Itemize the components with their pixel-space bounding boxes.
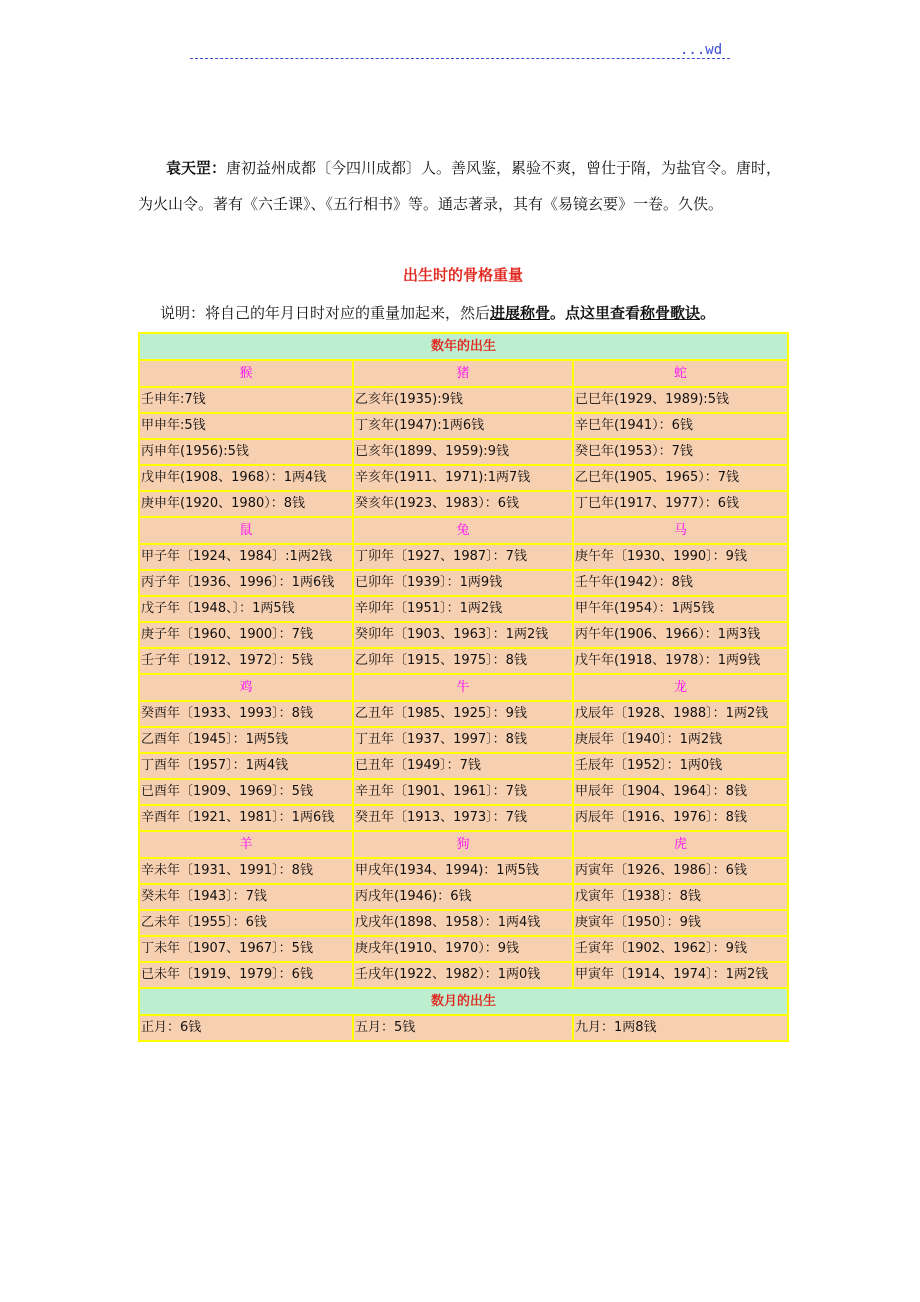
header-mark: ...wd	[680, 42, 723, 58]
weight-cell: 庚申年(1920、1980）：8钱	[139, 491, 353, 517]
intro-middle: 。点这里查看	[550, 304, 641, 322]
weight-cell: 丁卯年〔1927、1987〕：7钱	[353, 544, 573, 570]
weight-cell: 癸丑年〔1913、1973〕：7钱	[353, 805, 573, 831]
table-row	[139, 648, 788, 674]
month-heading: 数月的出生	[139, 988, 788, 1015]
weight-cell: 乙丑年〔1985、1925〕：9钱	[353, 701, 573, 727]
table-row	[139, 727, 788, 753]
weight-cell: 丙申年(1956):5钱	[139, 439, 353, 465]
table-row	[139, 805, 788, 831]
animal-row	[139, 831, 788, 858]
weight-cell: 丙寅年〔1926、1986〕：6钱	[573, 858, 788, 884]
weight-cell: 甲辰年〔1904、1964〕：8钱	[573, 779, 788, 805]
biography-name: 袁天罡：	[166, 159, 227, 177]
zodiac-animal: 马	[573, 517, 788, 544]
table-row	[139, 936, 788, 962]
table-row	[139, 858, 788, 884]
weight-cell: 己巳年(1929、1989):5钱	[573, 387, 788, 413]
verse-link[interactable]: 称骨歌诀	[640, 304, 701, 322]
weight-cell: 甲午年(1954）：1两5钱	[573, 596, 788, 622]
table-row	[139, 544, 788, 570]
weight-cell: 辛丑年〔1901、1961〕：7钱	[353, 779, 573, 805]
weight-cell: 癸巳年(1953）：7钱	[573, 439, 788, 465]
weight-cell: 壬寅年〔1902、1962〕：9钱	[573, 936, 788, 962]
weight-cell: 庚子年〔1960、1900〕：7钱	[139, 622, 353, 648]
month-weight-cell: 九月：1两8钱	[573, 1015, 788, 1041]
animal-row	[139, 517, 788, 544]
weight-cell: 甲戌年(1934、1994)：1两5钱	[353, 858, 573, 884]
month-row	[139, 1015, 788, 1041]
weight-cell: 戊子年〔1948、〕：1两5钱	[139, 596, 353, 622]
weight-cell: 乙巳年(1905、1965）：7钱	[573, 465, 788, 491]
year-heading: 数年的出生	[139, 333, 788, 360]
section-title: 出生时的骨格重量	[402, 266, 523, 284]
weight-cell: 戊寅年〔1938〕：8钱	[573, 884, 788, 910]
zodiac-animal: 龙	[573, 674, 788, 701]
weight-cell: 丙戌年(1946)：6钱	[353, 884, 573, 910]
weight-cell: 壬子年〔1912、1972〕：5钱	[139, 648, 353, 674]
month-weight-cell: 五月：5钱	[353, 1015, 573, 1041]
animal-row	[139, 674, 788, 701]
table-row	[139, 701, 788, 727]
weight-cell: 戊午年(1918、1978）：1两9钱	[573, 648, 788, 674]
zodiac-animal: 狗	[353, 831, 573, 858]
weight-cell: 丙子年〔1936、1996〕：1两6钱	[139, 570, 353, 596]
weight-cell: 庚戌年(1910、1970）：9钱	[353, 936, 573, 962]
weight-cell: 辛酉年〔1921、1981〕：1两6钱	[139, 805, 353, 831]
table-row	[139, 622, 788, 648]
year-heading-row	[139, 333, 788, 360]
biography-text: 唐初益州成都〔今四川成都〕人。善风鉴，累验不爽，曾仕于隋，为盐官令。唐时，为火山令。著有《六壬课》、《五行相书》等。通志著录，其有《易镜玄要》一卷。久佚。	[138, 159, 782, 213]
weight-cell: 乙亥年(1935):9钱	[353, 387, 573, 413]
weight-cell: 乙酉年〔1945〕：1两5钱	[139, 727, 353, 753]
weight-cell: 辛巳年(1941）：6钱	[573, 413, 788, 439]
weight-cell: 已卯年〔1939〕：1两9钱	[353, 570, 573, 596]
weight-cell: 戊戌年(1898、1958）：1两4钱	[353, 910, 573, 936]
weight-cell: 丙辰年〔1916、1976〕：8钱	[573, 805, 788, 831]
weighing-link[interactable]: 进展称骨	[490, 304, 551, 322]
month-weight-cell: 正月：6钱	[139, 1015, 353, 1041]
header-dashed-rule	[190, 58, 730, 59]
table-row	[139, 570, 788, 596]
zodiac-animal: 鸡	[139, 674, 353, 701]
table-row	[139, 413, 788, 439]
weight-cell: 癸卯年〔1903、1963〕：1两2钱	[353, 622, 573, 648]
weight-cell: 已酉年〔1909、1969〕：5钱	[139, 779, 353, 805]
weight-cell: 已未年〔1919、1979〕：6钱	[139, 962, 353, 988]
intro-prefix: 说明：将自己的年月日时对应的重量加起来，然后	[160, 304, 491, 322]
table-row	[139, 465, 788, 491]
weight-cell: 戊申年(1908、1968）：1两4钱	[139, 465, 353, 491]
weight-cell: 甲申年:5钱	[139, 413, 353, 439]
month-heading-row	[139, 988, 788, 1015]
intro-paragraph	[138, 302, 788, 323]
table-row	[139, 884, 788, 910]
weight-cell: 壬午年(1942）：8钱	[573, 570, 788, 596]
zodiac-animal: 蛇	[573, 360, 788, 387]
biography-paragraph	[138, 150, 788, 222]
weight-cell: 壬戌年(1922、1982）：1两0钱	[353, 962, 573, 988]
weight-cell: 癸亥年(1923、1983）：6钱	[353, 491, 573, 517]
table-row	[139, 596, 788, 622]
weight-cell: 已亥年(1899、1959):9钱	[353, 439, 573, 465]
weight-cell: 庚辰年〔1940〕：1两2钱	[573, 727, 788, 753]
weight-cell: 庚午年〔1930、1990〕：9钱	[573, 544, 788, 570]
weight-cell: 丁未年〔1907、1967〕：5钱	[139, 936, 353, 962]
weight-cell: 丁酉年〔1957〕：1两4钱	[139, 753, 353, 779]
weight-cell: 辛未年〔1931、1991〕：8钱	[139, 858, 353, 884]
table-row	[139, 387, 788, 413]
intro-suffix: 。	[700, 304, 716, 322]
weight-cell: 癸酉年〔1933、1993〕：8钱	[139, 701, 353, 727]
table-row	[139, 491, 788, 517]
weight-cell: 壬申年:7钱	[139, 387, 353, 413]
bone-weight-table	[138, 332, 789, 1042]
zodiac-animal: 虎	[573, 831, 788, 858]
table-row	[139, 753, 788, 779]
zodiac-animal: 猪	[353, 360, 573, 387]
weight-cell: 戊辰年〔1928、1988〕：1两2钱	[573, 701, 788, 727]
weight-cell: 庚寅年〔1950〕：9钱	[573, 910, 788, 936]
weight-cell: 已丑年〔1949〕：7钱	[353, 753, 573, 779]
zodiac-animal: 猴	[139, 360, 353, 387]
zodiac-animal: 鼠	[139, 517, 353, 544]
weight-cell: 甲子年〔1924、1984〕:1两2钱	[139, 544, 353, 570]
weight-cell: 乙未年〔1955〕：6钱	[139, 910, 353, 936]
weight-cell: 乙卯年〔1915、1975〕：8钱	[353, 648, 573, 674]
table-row	[139, 962, 788, 988]
weight-cell: 壬辰年〔1952〕：1两0钱	[573, 753, 788, 779]
zodiac-animal: 羊	[139, 831, 353, 858]
zodiac-animal: 兔	[353, 517, 573, 544]
weight-cell: 甲寅年〔1914、1974〕：1两2钱	[573, 962, 788, 988]
weight-cell: 丁丑年〔1937、1997〕：8钱	[353, 727, 573, 753]
weight-cell: 丙午年(1906、1966）：1两3钱	[573, 622, 788, 648]
weight-cell: 癸未年〔1943〕：7钱	[139, 884, 353, 910]
weight-cell: 辛亥年(1911、1971):1两7钱	[353, 465, 573, 491]
weight-cell: 辛卯年〔1951〕：1两2钱	[353, 596, 573, 622]
weight-cell: 丁亥年(1947):1两6钱	[353, 413, 573, 439]
weight-cell: 丁巳年(1917、1977）：6钱	[573, 491, 788, 517]
table-row	[139, 779, 788, 805]
zodiac-animal: 牛	[353, 674, 573, 701]
table-row	[139, 910, 788, 936]
animal-row	[139, 360, 788, 387]
table-row	[139, 439, 788, 465]
